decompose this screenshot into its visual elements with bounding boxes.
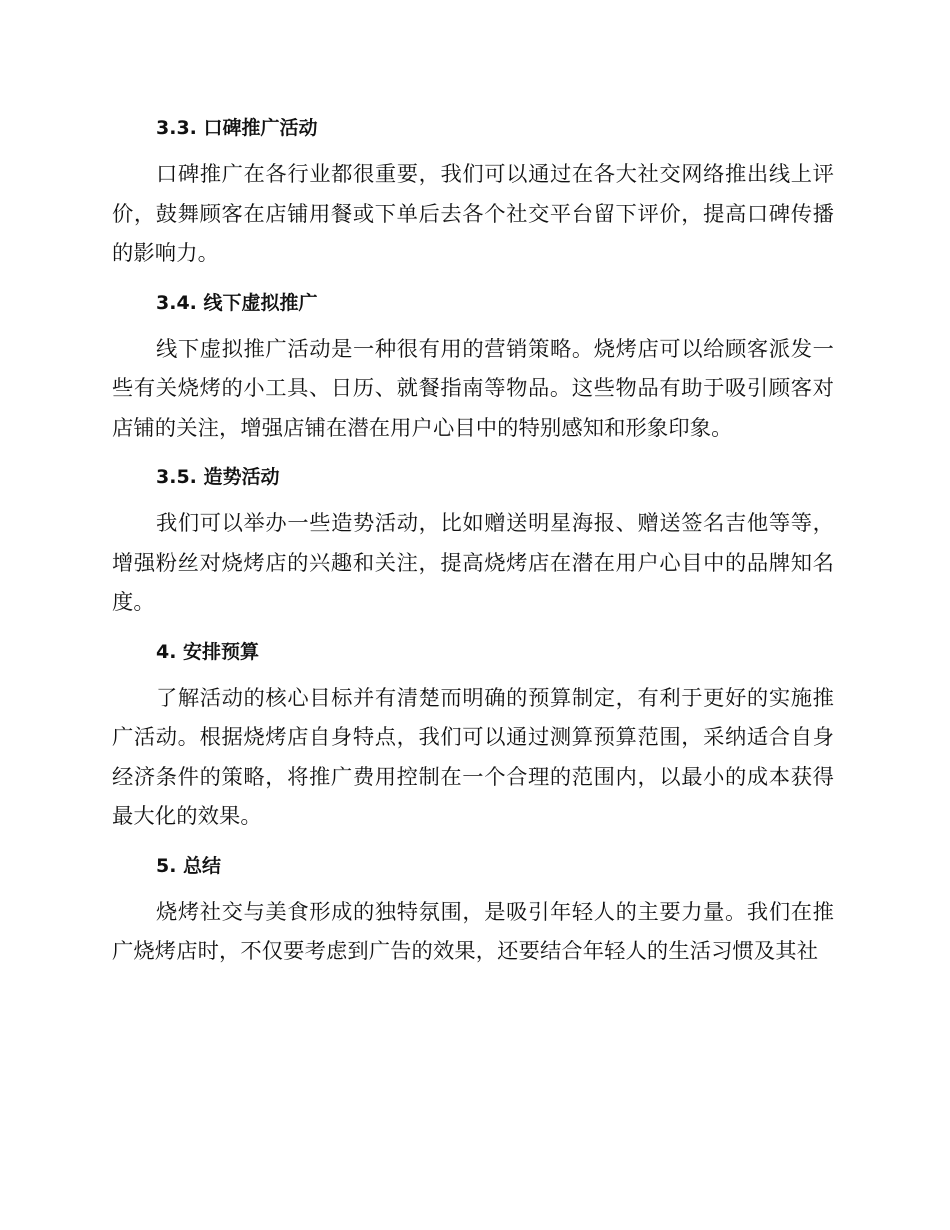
section-paragraph-5: 烧烤社交与美食形成的独特氛围，是吸引年轻人的主要力量。我们在推广烧烤店时，不仅要考虑到广告的效果，还要结合年轻人的生活习惯及其社: [112, 899, 834, 964]
section-heading-3-4: 3.4. 线下虚拟推广: [156, 291, 318, 314]
section-paragraph-4: 了解活动的核心目标并有清楚而明确的预算制定，有利于更好的实施推广活动。根据烧烤店自身特点，我们可以通过测算预算范围，采纳适合自身经济条件的策略，将推广费用控制在一个合理的范围内，以最小的成本获得最大化的效果。: [112, 685, 834, 829]
section-paragraph-3-4: 线下虚拟推广活动是一种很有用的营销策略。烧烤店可以给顾客派发一些有关烧烤的小工具、日历、就餐指南等物品。这些物品有助于吸引顾客对店铺的关注，增强店铺在潜在用户心目中的特别感知和形象印象。: [112, 336, 834, 441]
section-paragraph-3-5: 我们可以举办一些造势活动，比如赠送明星海报、赠送签名吉他等等，增强粉丝对烧烤店的兴趣和关注，提高烧烤店在潜在用户心目中的品牌知名度。: [112, 511, 834, 615]
section-heading-5: 5. 总结: [156, 854, 222, 877]
section-heading-3-3: 3.3. 口碑推广活动: [156, 117, 318, 139]
document-body: [112, 109, 834, 982]
section-heading-3-5: 3.5. 造势活动: [156, 466, 280, 488]
section-heading-4: 4. 安排预算: [156, 640, 260, 663]
section-paragraph-3-3: 口碑推广在各行业都很重要，我们可以通过在各大社交网络推出线上评价，鼓舞顾客在店铺用餐或下单后去各个社交平台留下评价，提高口碑传播的影响力。: [112, 162, 834, 266]
